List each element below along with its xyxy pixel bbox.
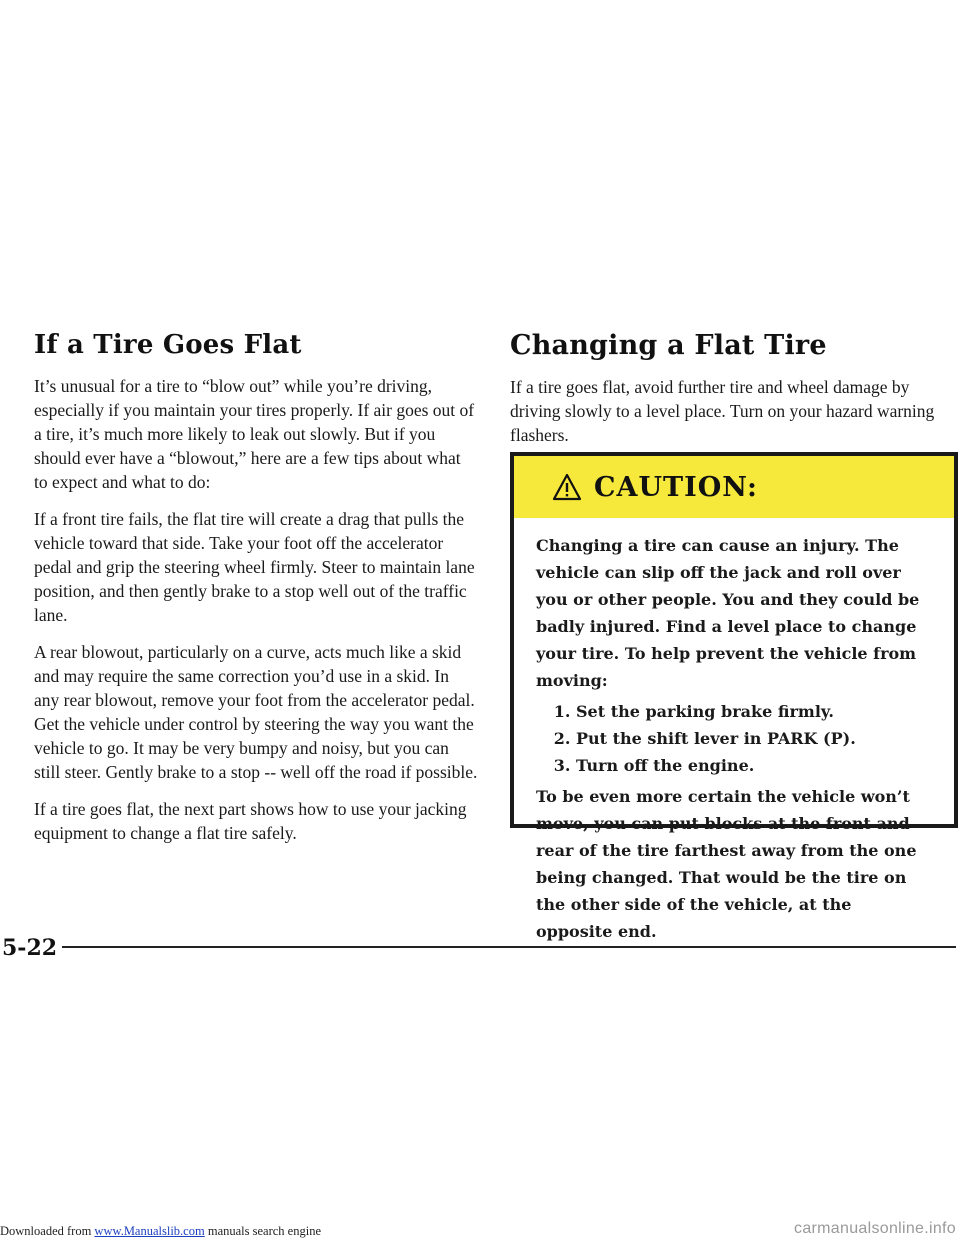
download-notice [0, 1224, 321, 1239]
left-column [34, 330, 478, 858]
intro-paragraph: If a tire goes flat, avoid further tire and wheel damage by driving slowly to a level place. Turn on your hazard warning flashers. [510, 377, 935, 445]
caution-lead: Changing a tire can cause an injury. The vehicle can slip off the jack and roll over you or other people. You and they could be badly injured. Find a level place to change your tire. To help prevent the vehicle from moving: [536, 536, 920, 690]
caution-box [510, 452, 958, 941]
page-number: 5-22 [2, 935, 58, 961]
caution-body [514, 518, 954, 945]
caution-step: 2. Put the shift lever in PARK (P). [576, 725, 932, 752]
watermark: carmanualsonline.info [794, 1220, 956, 1237]
caution-closing: To be even more certain the vehicle won’t move, you can put blocks at the front and rear of the tire farthest away from the one being changed. That would be the tire on the other side of the vehicle, at the opposite end. [536, 787, 917, 941]
download-prefix: Downloaded from [0, 1224, 95, 1238]
section-heading-tire-flat: If a Tire Goes Flat [34, 330, 302, 360]
caution-steps-list [536, 698, 932, 779]
caution-title: CAUTION: [594, 471, 758, 503]
warning-triangle-icon [552, 473, 582, 501]
section-heading-changing-flat: Changing a Flat Tire [510, 330, 827, 361]
paragraph: It’s unusual for a tire to “blow out” while you’re driving, especially if you maintain your tires properly. If air goes out of a tire, it’s much more likely to leak out slowly. But if you should ever have a “blowout,” here are a few tips about what to expect and what to do: [34, 376, 475, 492]
caution-header [514, 456, 954, 518]
caution-step: 3. Turn off the engine. [576, 752, 932, 779]
paragraph: If a front tire fails, the flat tire will create a drag that pulls the vehicle toward that side. Take your foot off the accelerator pedal and grip the steering wheel firmly. Steer to maintain lane position, and then gently brake to a stop well out of the traffic lane. [34, 509, 475, 625]
footer-rule [62, 946, 956, 948]
manualslib-link[interactable]: www.Manualslib.com [94, 1224, 205, 1238]
caution-step: 1. Set the parking brake firmly. [576, 698, 932, 725]
right-column [510, 330, 956, 460]
paragraph: A rear blowout, particularly on a curve, acts much like a skid and may require the same correction you’d use in a skid. In any rear blowout, remove your foot from the accelerator pedal. Get the vehicle under control by steering the way you want the vehicle to go. It may be very bumpy and noisy, but you can still steer. Gently brake to a stop -- well off the road if possible. [34, 642, 478, 782]
download-suffix: manuals search engine [204, 1224, 321, 1238]
paragraph: If a tire goes flat, the next part shows how to use your jacking equipment to change a flat tire safely. [34, 799, 467, 843]
